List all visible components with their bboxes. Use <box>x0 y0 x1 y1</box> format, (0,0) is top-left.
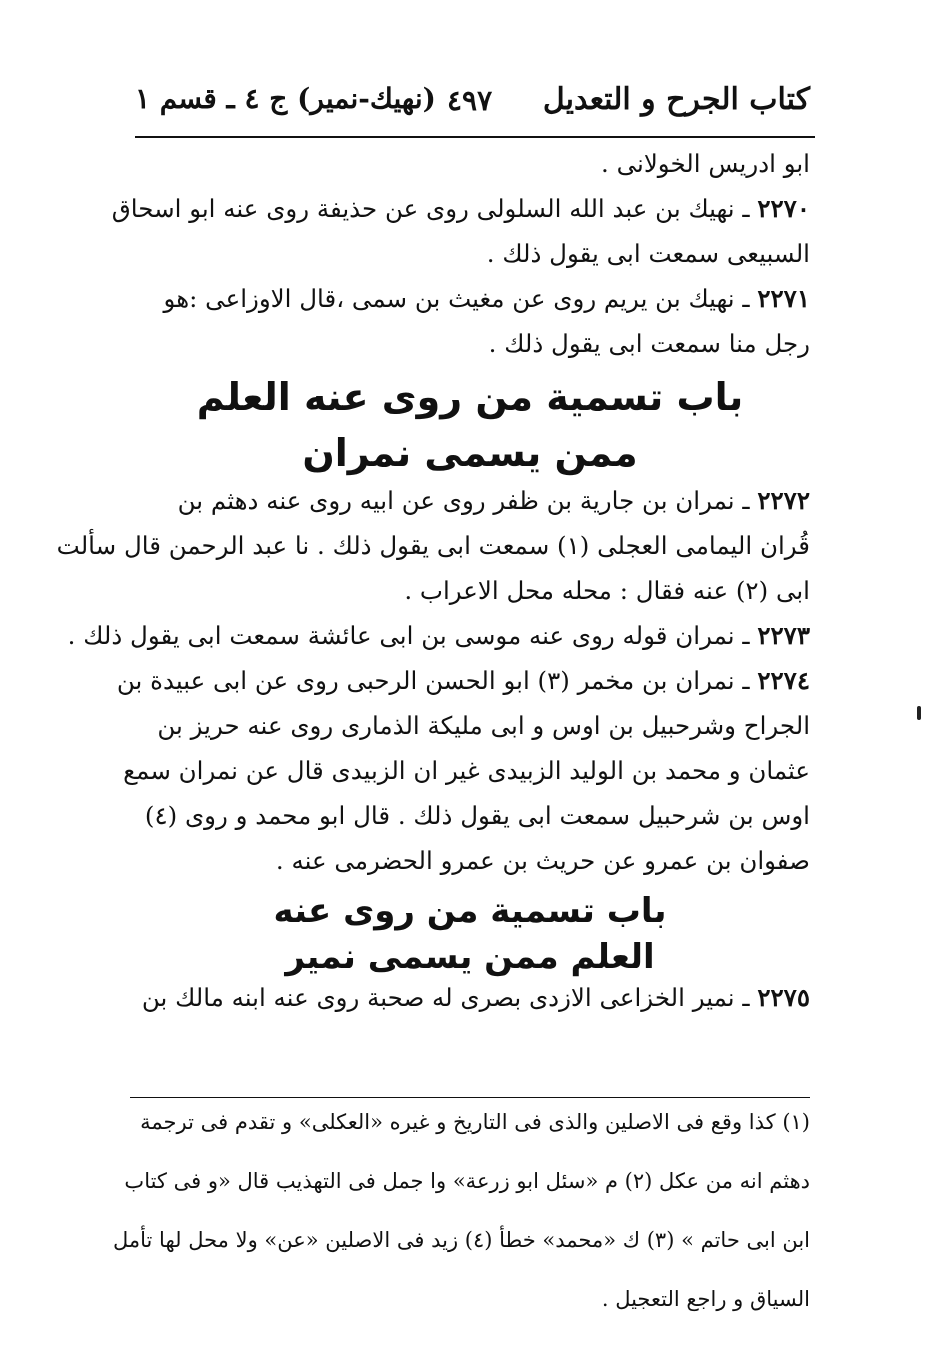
text-line: قُران اليمامى العجلى (١) سمعت ابى يقول ذلك . نا عبد الرحمن قال سألت <box>56 531 810 560</box>
entry-number: ٢٢٧١ <box>757 284 810 313</box>
entry-2275-line <box>130 982 810 1014</box>
text-line: ـ نمران قوله روى عنه موسى بن ابى عائشة سمعت ابى يقول ذلك . <box>67 621 758 650</box>
footnote-divider <box>130 1097 810 1098</box>
text-line: رجل منا سمعت ابى يقول ذلك . <box>488 329 810 358</box>
scan-mark <box>917 706 921 720</box>
chapter-heading: ممن يسمى نمران <box>302 431 638 475</box>
text-line: اوس بن شرحبيل سمعت ابى يقول ذلك . قال ابو محمد و روى (٤) <box>144 801 810 830</box>
book-title: كتاب الجرح و التعديل <box>542 82 810 117</box>
entry-number: ٢٢٧٤ <box>757 666 810 695</box>
text-line: ابو ادريس الخولانى . <box>601 149 810 178</box>
footnote-line: (١) كذا وقع فى الاصلين والذى فى التاريخ و غيره «العكلى» و تقدم فى ترجمة <box>140 1110 810 1134</box>
text-line: ابى (٢) عنه فقال : محله محل الاعراب . <box>404 576 810 605</box>
chapter-heading: العلم ممن يسمى نمير <box>285 937 655 977</box>
entry-number: ٢٢٧٠ <box>757 194 810 223</box>
volume-range: (نهيك-نمير) ج ٤ ـ قسم ١ <box>135 82 436 115</box>
text-line: عثمان و محمد بن الوليد الزبيدى غير ان الزبيدى قال عن نمران سمع <box>123 756 810 785</box>
text-line: السبيعى سمعت ابى يقول ذلك . <box>486 239 810 268</box>
entry-2270-line <box>111 193 810 225</box>
text-line: الجراح وشرحبيل بن اوس و ابى مليكة الذمارى روى عنه حريز بن <box>157 711 810 740</box>
entry-2271-line <box>130 283 810 315</box>
entry-2272-line <box>130 485 810 517</box>
entry-2273-line <box>67 620 810 652</box>
text-line: ـ نمران بن جارية بن ظفر روى عن ابيه روى عنه دهثم بن <box>177 486 758 515</box>
text-line: ـ نهيك بن يريم روى عن مغيث بن سمى ،قال الاوزاعى :هو <box>163 284 758 313</box>
entry-2274-line <box>116 665 810 697</box>
main-text <box>56 148 810 1027</box>
running-header <box>135 82 810 130</box>
text-line: ـ نمير الخزاعى الازدى بصرى له صحبة روى عنه ابنه مالك بن <box>141 983 758 1012</box>
footnote-line: ابن ابى حاتم » (٣) ك «محمد» خطأ (٤) زيد فى الاصلين «عن» ولا محل لها تأمل <box>112 1228 810 1252</box>
page-number: ٤٩٧ <box>447 84 493 117</box>
footnotes <box>112 1108 810 1344</box>
chapter-heading: باب تسمية من روى عنه <box>273 891 667 931</box>
text-line: ـ نمران بن مخمر (٣) ابو الحسن الرحبى روى عن ابى عبيدة بن <box>116 666 758 695</box>
entry-number: ٢٢٧٣ <box>757 621 810 650</box>
entry-number: ٢٢٧٢ <box>757 486 810 515</box>
entry-number: ٢٢٧٥ <box>757 983 810 1012</box>
footnote-line: دهثم انه من عكل (٢) م «سئل ابو زرعة» وا جمل فى التهذيب قال «و فى كتاب <box>124 1169 810 1193</box>
text-line: صفوان بن عمرو عن حريث بن عمرو الحضرمى عنه . <box>275 846 810 875</box>
chapter-heading: باب تسمية من روى عنه العلم <box>196 375 744 419</box>
footnote-line: السياق و راجع التعجيل . <box>601 1287 810 1311</box>
header-divider <box>135 136 815 138</box>
text-line: ـ نهيك بن عبد الله السلولى روى عن حذيفة روى عنه ابو اسحاق <box>111 194 758 223</box>
